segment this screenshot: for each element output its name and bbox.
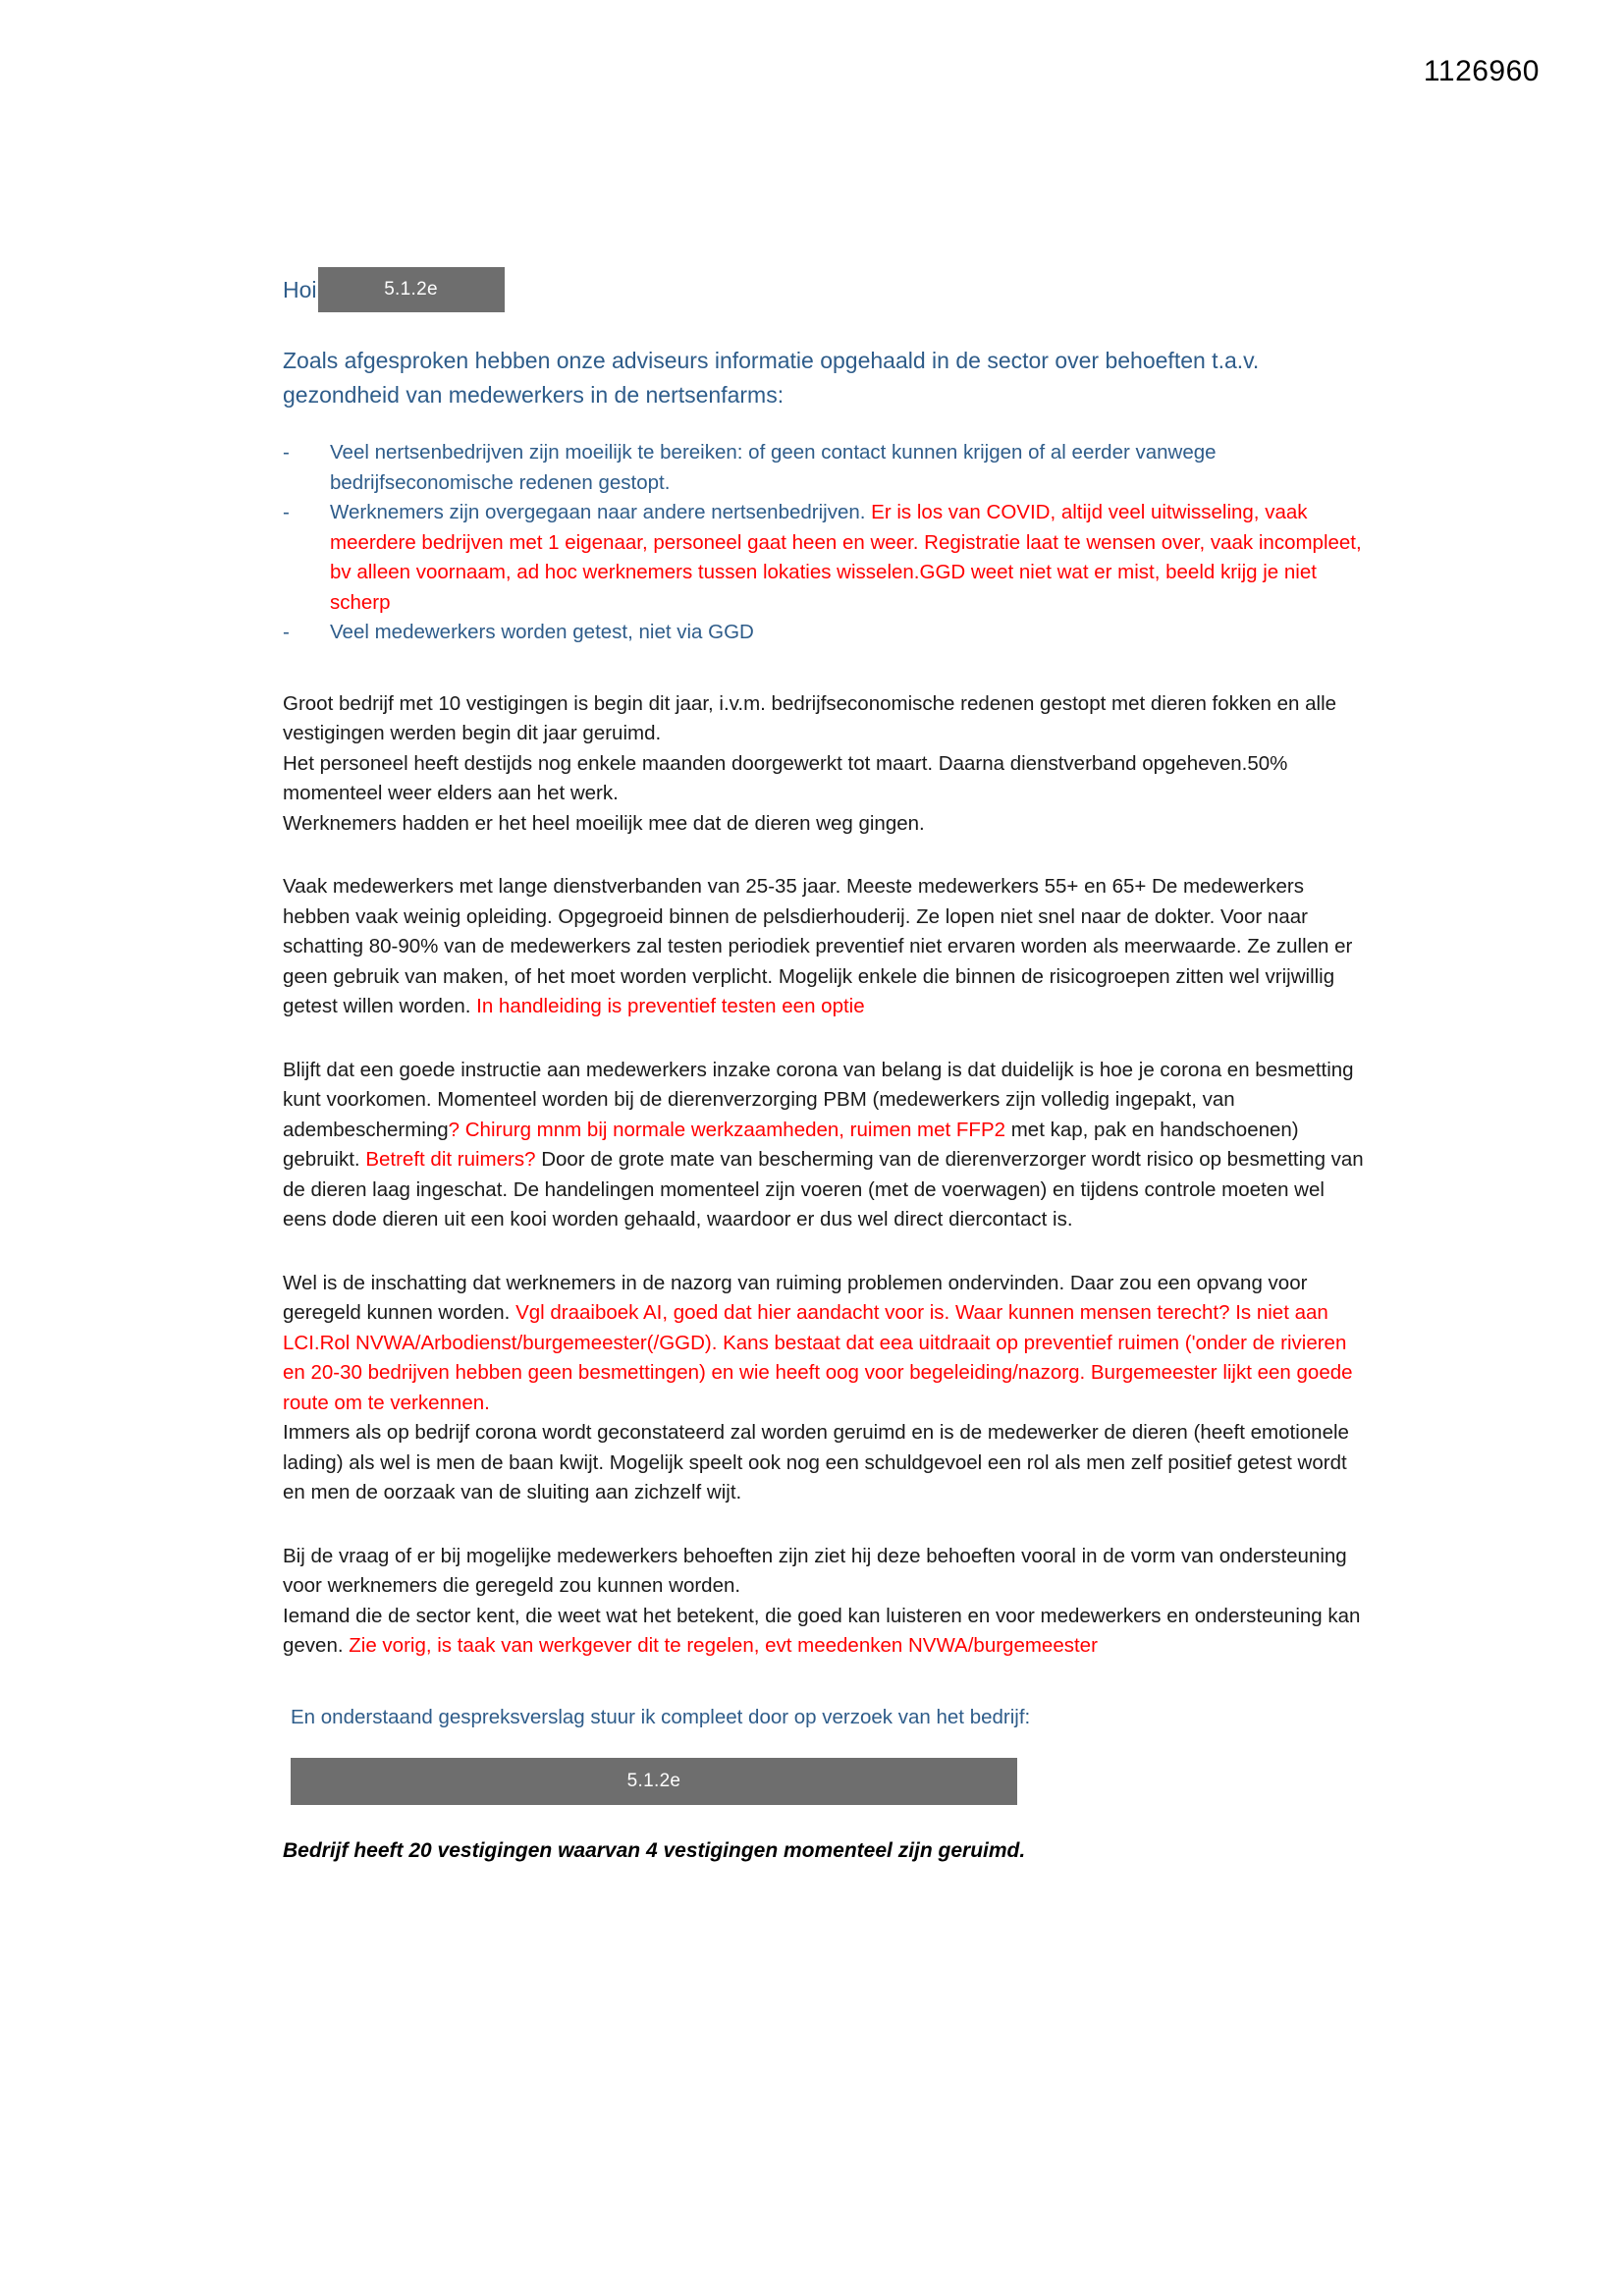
text-red-annotation: Vgl draaiboek AI, goed dat hier aandacht voor is. Waar kunnen mensen terecht? Is niet aan LCI.Rol NVWA/Arbodienst/burgemeester(/GGD). Kans bestaat dat eea uitdraait op preventief ruimen ('onder de rivieren en 20-30 bedrijven hebben geen besmettingen) en wie heeft oog voor begeleiding/nazorg. Burgemeester lijkt een goede route om te verkennen. — [283, 1301, 1353, 1414]
text-black: Vaak medewerkers met lange dienstverbanden van 25-35 jaar. Meeste medewerkers 55+ en 65+ De medewerkers hebben vaak weinig opleiding. Opgegroeid binnen de pelsdierhouderij. Ze lopen niet snel naar de dokter. Voor naar schatting 80-90% van de medewerkers zal testen periodiek preventief niet ervaren worden als meerwaarde. Ze zullen er geen gebruik van maken, of het moet worden verplicht. Mogelijk enkele die binnen de risicogroepen zitten wel vrijwillig getest willen worden. — [283, 875, 1353, 1017]
paragraph-line — [283, 1269, 1373, 1419]
paragraph-line — [283, 1602, 1373, 1662]
text-red-annotation: Betreft dit ruimers? — [365, 1148, 536, 1171]
text-red-annotation: In handleiding is preventief testen een optie — [476, 995, 865, 1017]
bullet-text-blue: Veel medewerkers worden getest, niet via GGD — [330, 621, 754, 643]
paragraph-line: Immers als op bedrijf corona wordt geconstateerd zal worden geruimd en is de medewerker de dieren (heeft emotionele lading) als wel is men de baan kwijt. Mogelijk speelt ook nog een schuldgevoel een rol als men zelf positief getest wordt en men de oorzaak van de sluiting aan zichzelf wijt. — [283, 1421, 1349, 1503]
paragraph-line — [283, 1056, 1373, 1235]
paragraph-nazorg — [283, 1269, 1373, 1508]
list-item — [283, 498, 1373, 618]
bullet-text-blue: Veel nertsenbedrijven zijn moeilijk te bereiken: of geen contact kunnen krijgen of al eerder vanwege bedrijfseconomische redenen gestopt. — [330, 441, 1217, 494]
paragraph-line — [283, 872, 1373, 1022]
findings-list — [283, 438, 1373, 648]
document-number: 1126960 — [1423, 55, 1540, 87]
paragraph-dienstverbanden — [283, 872, 1373, 1022]
greeting-row — [283, 267, 1373, 312]
bullet-text-red: Er is los van COVID, altijd veel uitwisseling, vaak meerdere bedrijven met 1 eigenaar, personeel gaat heen en weer. Registratie laat te wensen over, vaak incompleet, bv alleen voornaam, ad hoc werknemers tussen lokaties wisselen.GGD weet niet wat er mist, beeld krijg je niet scherp — [330, 501, 1362, 614]
paragraph-line: Groot bedrijf met 10 vestigingen is begin dit jaar, i.v.m. bedrijfseconomische redenen gestopt met dieren fokken en alle vestigingen werden begin dit jaar geruimd. — [283, 691, 1337, 744]
intro-paragraph: Zoals afgesproken hebben onze adviseurs informatie opgehaald in de sector over behoeften t.a.v. gezondheid van medewerkers in de nertsenfarms: — [283, 348, 1260, 408]
paragraph-line: Bij de vraag of er bij mogelijke medewerkers behoeften zijn ziet hij deze behoeften vooral in de vorm van ondersteuning voor werknemers die geregeld zou kunnen worden. — [283, 1544, 1347, 1597]
text-red-annotation: Zie vorig, is taak van werkgever dit te regelen, evt meedenken NVWA/burgemeester — [349, 1634, 1098, 1657]
paragraph-line: Het personeel heeft destijds nog enkele maanden doorgewerkt tot maart. Daarna dienstverband opgeheven.50% momenteel weer elders aan het werk. — [283, 751, 1288, 804]
list-item — [283, 618, 1373, 648]
text-black: met kap, pak en handschoenen) gebruikt. — [283, 1118, 1299, 1171]
redaction-box-inline: 5.1.2e — [318, 267, 505, 312]
text-red-annotation: ? Chirurg mnm bij normale werkzaamheden, ruimen met FFP2 — [448, 1118, 1006, 1141]
list-item — [283, 438, 1373, 498]
redaction-box-wide: 5.1.2e — [291, 1758, 1017, 1805]
paragraph-behoeften — [283, 1542, 1373, 1662]
paragraph-pbm — [283, 1056, 1373, 1235]
paragraph-line: Werknemers hadden er het heel moeilijk mee dat de dieren weg gingen. — [283, 811, 925, 835]
text-black: Iemand die de sector kent, die weet wat het betekent, die goed kan luisteren en voor medewerkers en ondersteuning kan geven. — [283, 1604, 1361, 1657]
footer-italic-line: Bedrijf heeft 20 vestigingen waarvan 4 vestigingen momenteel zijn geruimd. — [283, 1839, 1026, 1862]
text-black: Blijft dat een goede instructie aan medewerkers inzake corona van belang is dat duidelijk is hoe je corona en besmetting kunt voorkomen. Momenteel worden bij de dierenverzorging PBM (medewerkers zijn volledig ingepakt, van adembescherming — [283, 1058, 1354, 1141]
text-black: Wel is de inschatting dat werknemers in de nazorg van ruiming problemen ondervinden. Daar zou een opvang voor geregeld kunnen worden. — [283, 1271, 1308, 1324]
document-body — [283, 267, 1373, 1866]
closing-blue-line: En onderstaand gespreksverslag stuur ik compleet door op verzoek van het bedrijf: — [291, 1705, 1031, 1728]
text-black: Door de grote mate van bescherming van de dierenverzorger wordt risico op besmetting van de dieren laag ingeschat. De handelingen momenteel zijn voeren (met de voerwagen) en tijdens controle moeten wel eens dode dieren uit een kooi worden gehaald, waardoor er dus wel direct diercontact is. — [283, 1148, 1364, 1230]
bullet-text-blue: Werknemers zijn overgegaan naar andere nertsenbedrijven. — [330, 501, 872, 523]
paragraph-groot-bedrijf — [283, 689, 1373, 840]
greeting-word: Hoi — [283, 277, 317, 302]
